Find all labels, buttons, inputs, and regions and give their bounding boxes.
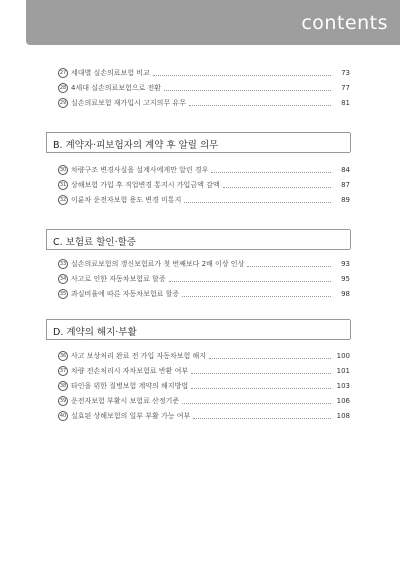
entry-title: 실손의료보험 재가입시 고지의무 유무 xyxy=(71,99,186,107)
entry-number: 27 xyxy=(58,68,68,78)
section-divider xyxy=(46,249,350,250)
section-header-c xyxy=(46,229,350,249)
toc-entry[interactable] xyxy=(58,194,350,206)
toc-entry[interactable] xyxy=(58,82,350,94)
dot-leader xyxy=(182,296,331,297)
dot-leader xyxy=(153,75,331,76)
dot-leader xyxy=(191,388,331,389)
entry-title: 사고 보상처리 완료 전 가입 자동차보험 해지 xyxy=(71,352,207,360)
entry-number: 32 xyxy=(58,195,68,205)
toc-entry[interactable] xyxy=(58,273,350,285)
entry-number: 40 xyxy=(58,411,68,421)
entry-page: 87 xyxy=(341,181,350,189)
entry-title: 이륜차 운전자보험 용도 변경 미통지 xyxy=(71,196,182,204)
entry-title: 4세대 실손의료보험으로 전환 xyxy=(71,84,162,92)
toc-entry[interactable] xyxy=(58,288,350,300)
toc-entry[interactable] xyxy=(58,67,350,79)
section-header-d xyxy=(46,319,350,339)
entry-title: 타인을 위한 질병보험 계약의 해지방법 xyxy=(71,382,189,390)
entry-page: 73 xyxy=(341,69,350,77)
dot-leader xyxy=(223,187,331,188)
entry-number: 37 xyxy=(58,366,68,376)
entry-number: 30 xyxy=(58,165,68,175)
toc-entry[interactable] xyxy=(58,395,350,407)
section-title: B. 계약자·피보험자의 계약 후 알릴 의무 xyxy=(53,140,219,151)
dot-leader xyxy=(247,266,331,267)
section-divider xyxy=(46,339,350,340)
entry-title: 차량구조 변경사실을 설계사에게만 알린 경우 xyxy=(71,166,209,174)
entry-title: 세대별 실손의료보험 비교 xyxy=(71,69,150,77)
dot-leader xyxy=(209,358,331,359)
dot-leader xyxy=(164,90,331,91)
toc-entry[interactable] xyxy=(58,97,350,109)
section-divider xyxy=(46,152,350,153)
section-title: D. 계약의 해지·부활 xyxy=(53,327,137,338)
header-band xyxy=(26,0,400,45)
dot-leader xyxy=(211,172,331,173)
dot-leader xyxy=(193,418,331,419)
entry-page: 93 xyxy=(341,260,350,268)
dot-leader xyxy=(169,281,331,282)
entry-title: 차량 전손처리시 자차보험료 반환 여부 xyxy=(71,367,189,375)
entry-title: 실효된 상해보험의 일부 부활 가능 여부 xyxy=(71,412,191,420)
entry-number: 38 xyxy=(58,381,68,391)
entry-title: 실손의료보험의 갱신보험료가 첫 번째보다 2배 이상 인상 xyxy=(71,260,245,268)
entry-title: 상해보험 가입 후 직업변경 통지시 가입금액 감액 xyxy=(71,181,220,189)
page-title: contents xyxy=(301,12,388,34)
entry-page: 108 xyxy=(336,412,350,420)
section-title: C. 보험료 할인·할증 xyxy=(53,237,136,248)
toc-entry[interactable] xyxy=(58,380,350,392)
dot-leader xyxy=(189,105,331,106)
section-header-b xyxy=(46,132,350,152)
entry-number: 35 xyxy=(58,289,68,299)
entry-page: 77 xyxy=(341,84,350,92)
entry-title: 과실비율에 따른 자동차보험료 할증 xyxy=(71,290,180,298)
dot-leader xyxy=(184,202,331,203)
toc-entry[interactable] xyxy=(58,164,350,176)
entry-number: 39 xyxy=(58,396,68,406)
entry-page: 101 xyxy=(336,367,350,375)
entry-number: 34 xyxy=(58,274,68,284)
entry-number: 31 xyxy=(58,180,68,190)
entry-page: 84 xyxy=(341,166,350,174)
entry-page: 81 xyxy=(341,99,350,107)
entry-page: 89 xyxy=(341,196,350,204)
entry-number: 33 xyxy=(58,259,68,269)
entry-title: 운전자보험 부활시 보험료 산정기준 xyxy=(71,397,180,405)
toc-entry[interactable] xyxy=(58,350,350,362)
entry-number: 29 xyxy=(58,98,68,108)
entry-page: 100 xyxy=(336,352,350,360)
toc-entry[interactable] xyxy=(58,365,350,377)
dot-leader xyxy=(182,403,331,404)
entry-page: 95 xyxy=(341,275,350,283)
toc-entry[interactable] xyxy=(58,410,350,422)
entry-number: 36 xyxy=(58,351,68,361)
toc-entry[interactable] xyxy=(58,258,350,270)
entry-page: 98 xyxy=(341,290,350,298)
toc-entry[interactable] xyxy=(58,179,350,191)
entry-title: 사고로 인한 자동차보험료 할증 xyxy=(71,275,166,283)
entry-number: 28 xyxy=(58,83,68,93)
entry-page: 103 xyxy=(336,382,350,390)
entry-page: 106 xyxy=(336,397,350,405)
dot-leader xyxy=(191,373,331,374)
